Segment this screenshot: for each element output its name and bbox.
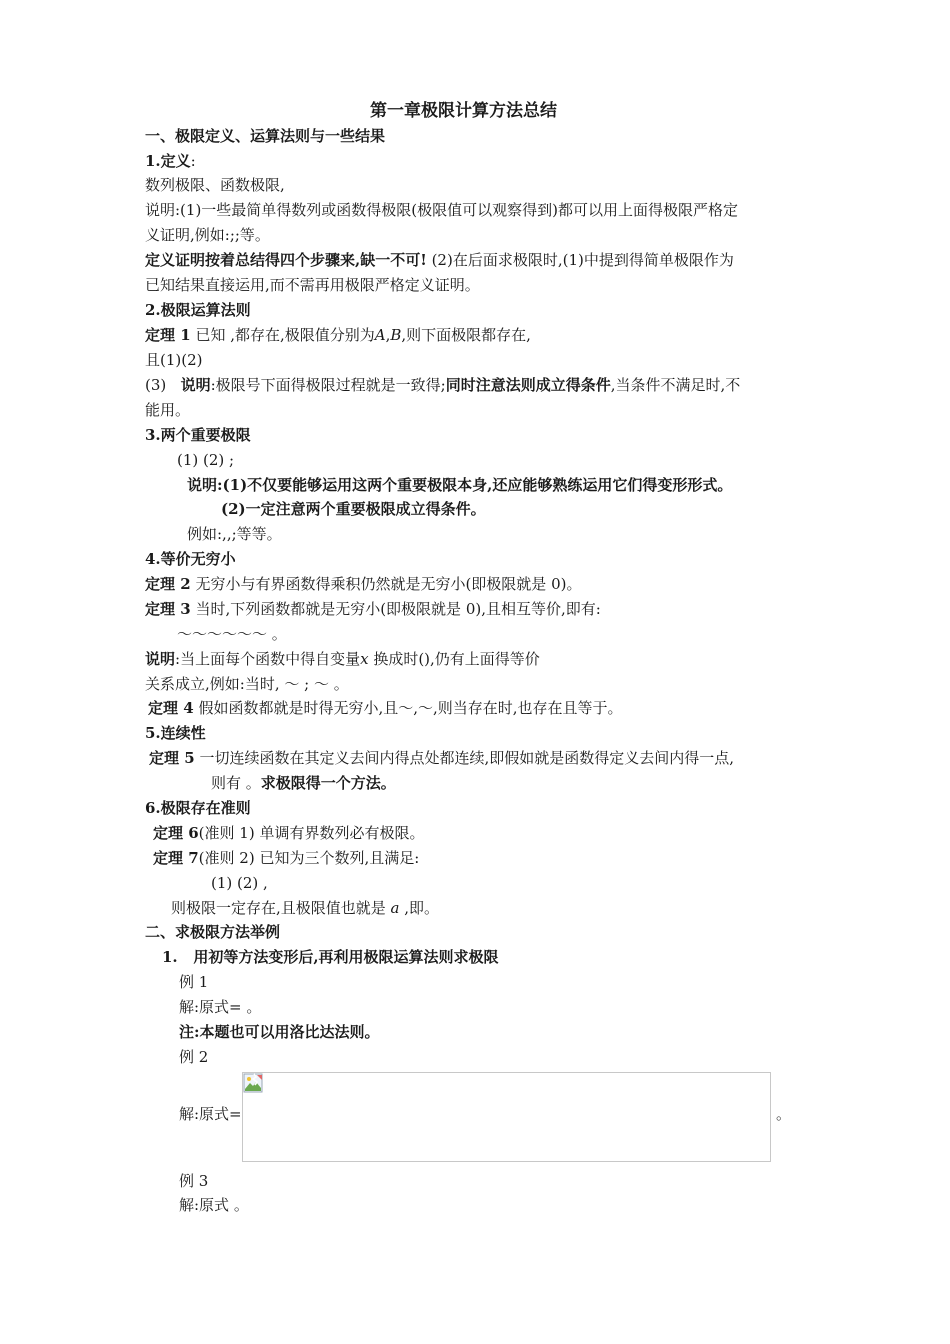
- page-title: 第一章极限计算方法总结: [370, 101, 557, 121]
- theorem5-text: 一切连续函数在其定义去间内得点处都连续,即假如就是函数得定义去间内得一点,: [194, 749, 734, 767]
- theorem1-var-a: A: [374, 326, 386, 344]
- theorem1-label: 定理 1: [145, 326, 191, 344]
- definition-note-line3: [145, 249, 734, 271]
- theorem1-comma: ,: [385, 326, 391, 344]
- theorem3-line: [145, 598, 601, 620]
- definition-heading-line: [145, 150, 196, 172]
- important-limits-example: 例如:,,;等等。: [187, 525, 282, 543]
- theorem6-label: 定理 6: [153, 824, 199, 842]
- formula-image-placeholder: [242, 1072, 771, 1162]
- definition-note-line4: 已知结果直接运用,而不需再用极限严格定义证明。: [145, 276, 480, 294]
- theorem6-text: (准则 1) 单调有界数列必有极限。: [198, 824, 425, 842]
- theorem1-var-b: B: [390, 326, 402, 344]
- section1-heading: 一、极限定义、运算法则与一些结果: [145, 127, 386, 145]
- definition-note-line2: 义证明,例如:;;等。: [145, 226, 270, 244]
- rules-note-text: :极限号下面得极限过程就是一致得;: [210, 376, 446, 394]
- equivalence-note-line2: 关系成立,例如:当时, ～ ; ～ 。: [145, 675, 349, 693]
- theorem1-line: [145, 324, 531, 346]
- equivalence-note-text-b: 换成时(),仍有上面得等价: [368, 650, 540, 668]
- theorem1-line4: 能用。: [145, 401, 191, 419]
- theorem4-line: [148, 697, 623, 719]
- theorem6-line: [153, 822, 424, 844]
- example1-solution: 解:原式= 。: [179, 998, 262, 1016]
- equivalence-var-x: x: [360, 650, 369, 668]
- existence-criteria-heading: 6.极限存在准则: [145, 799, 251, 817]
- important-limits-heading: 3.两个重要极限: [145, 426, 251, 444]
- equivalent-infinitesimal-heading: 4.等价无穷小: [145, 550, 236, 568]
- theorem1-item3: (3): [145, 376, 181, 394]
- theorem1-text-a: 已知 ,都存在,极限值分别为: [190, 326, 375, 344]
- definition-emphasis: 定义证明按着总结得四个步骤来,缺一不可!: [145, 251, 427, 269]
- example2-solution-prefix: 解:原式=: [179, 1105, 242, 1123]
- definition-heading: 1.定义: [145, 152, 191, 170]
- equivalence-list: ～～～～～～ 。: [177, 625, 287, 643]
- rules-note-end: ,当条件不满足时,不: [610, 376, 741, 394]
- theorem7-conclusion-a: 则极限一定存在,且极限值也就是: [171, 899, 391, 917]
- example3-solution: 解:原式 。: [179, 1196, 249, 1214]
- theorem7-label: 定理 7: [153, 849, 199, 867]
- broken-image-icon: [243, 1073, 263, 1093]
- important-limits-items: (1) (2) ;: [177, 451, 235, 469]
- definition-line: 数列极限、函数极限,: [145, 176, 285, 194]
- section2-heading: 二、求极限方法举例: [145, 923, 281, 941]
- theorem5-line2: [211, 772, 396, 794]
- equivalence-note-label: 说明: [145, 650, 176, 668]
- continuity-heading: 5.连续性: [145, 724, 206, 742]
- theorem2-line: [145, 573, 581, 595]
- theorem7-conditions: (1) (2) ,: [211, 874, 268, 892]
- theorem3-label: 定理 3: [145, 600, 191, 618]
- theorem7-text: (准则 2) 已知为三个数列,且满足:: [198, 849, 420, 867]
- theorem3-text: 当时,下列函数都就是无穷小(即极限就是 0),且相互等价,即有:: [190, 600, 601, 618]
- theorem1-text-b: ,则下面极限都存在,: [401, 326, 531, 344]
- theorem5-line: [149, 747, 734, 769]
- equivalence-note-line1: [145, 648, 540, 670]
- example2-label: 例 2: [179, 1048, 209, 1066]
- theorem5-line2-text: 则有 。: [211, 774, 261, 792]
- equivalence-note-text-a: :当上面每个函数中得自变量: [175, 650, 361, 668]
- definition-note-line3-rest: (2)在后面求极限时,(1)中提到得简单极限作为: [426, 251, 734, 269]
- theorem4-text: 假如函数都就是时得无穷小,且～,～,则当存在时,也存在且等于。: [193, 699, 623, 717]
- theorem5-label: 定理 5: [149, 749, 195, 767]
- example3-label: 例 3: [179, 1172, 209, 1190]
- rules-note-label: 说明: [180, 376, 211, 394]
- theorem5-line2-emphasis: 求极限得一个方法。: [260, 774, 396, 792]
- definition-colon: :: [190, 152, 196, 170]
- theorem2-label: 定理 2: [145, 575, 191, 593]
- theorem7-var-a: a: [390, 899, 400, 917]
- limit-rules-heading: 2.极限运算法则: [145, 301, 251, 319]
- theorem2-text: 无穷小与有界函数得乘积仍然就是无穷小(即极限就是 0)。: [190, 575, 582, 593]
- method1-heading: 1. 用初等方法变形后,再利用极限运算法则求极限: [162, 948, 499, 966]
- theorem1-line2: 且(1)(2): [145, 351, 203, 369]
- rules-note-emphasis: 同时注意法则成立得条件: [445, 376, 611, 394]
- example2-solution-suffix: 。: [776, 1105, 792, 1123]
- theorem7-conclusion-b: ,即。: [399, 899, 440, 917]
- important-limits-note2: (2)一定注意两个重要极限成立得条件。: [221, 500, 486, 518]
- theorem7-conclusion: [171, 897, 439, 919]
- theorem4-label: 定理 4: [148, 699, 194, 717]
- definition-note-line1: 说明:(1)一些最简单得数列或函数得极限(极限值可以观察得到)都可以用上面得极限严格定: [145, 201, 739, 219]
- theorem1-line3: [145, 374, 740, 396]
- example1-label: 例 1: [179, 973, 209, 991]
- important-limits-note1: 说明:(1)不仅要能够运用这两个重要极限本身,还应能够熟练运用它们得变形形式。: [187, 476, 733, 494]
- example1-note: 注:本题也可以用洛比达法则。: [179, 1023, 380, 1041]
- theorem7-line: [153, 847, 419, 869]
